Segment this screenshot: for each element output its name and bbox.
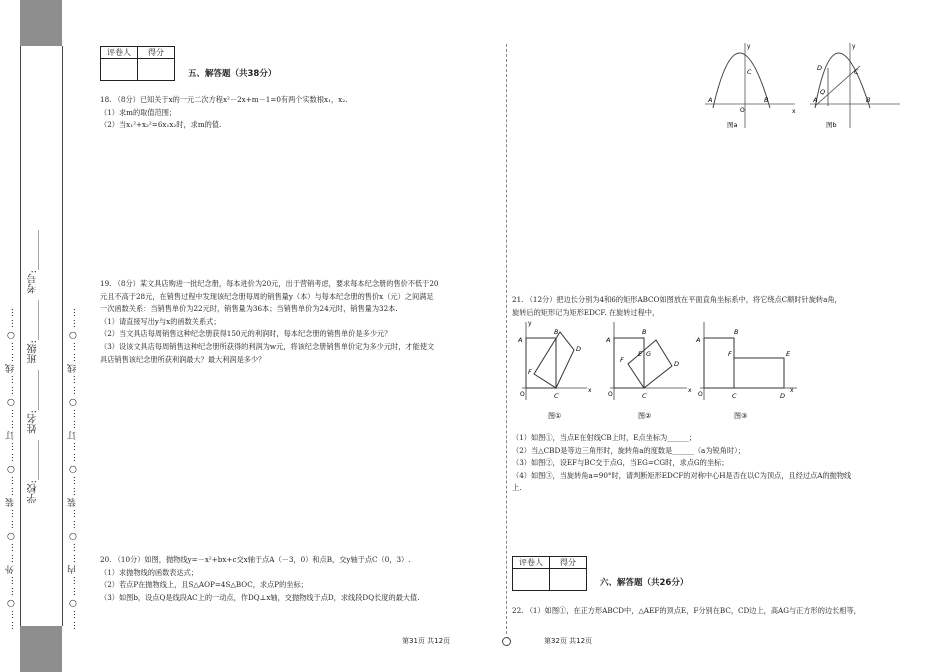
svg-text:B: B bbox=[734, 328, 739, 336]
svg-text:A: A bbox=[813, 96, 818, 104]
figure-1 bbox=[517, 320, 592, 400]
q21-part2: （2）当△CBD是等边三角形时，旋转角a的度数是______（a为锐角时）； bbox=[512, 445, 745, 455]
svg-text:A: A bbox=[708, 96, 713, 104]
svg-text:E: E bbox=[638, 350, 643, 358]
exam-number-field[interactable]: 考号:________ bbox=[28, 230, 39, 294]
binding-gray-bar-top bbox=[20, 0, 62, 46]
svg-text:B: B bbox=[866, 96, 871, 104]
figure-b bbox=[810, 43, 900, 128]
section-5-title: 五、解答题（共38分） bbox=[188, 69, 277, 79]
q18-part1: （1）求m的取值范围； bbox=[100, 107, 177, 117]
question-18 bbox=[100, 94, 500, 132]
svg-text:O: O bbox=[740, 107, 745, 114]
svg-text:A: A bbox=[696, 336, 701, 344]
section-6-title: 六、解答题（共26分） bbox=[600, 578, 689, 588]
q19-part3a: （3）设该文具店每周销售这种纪念册所获得的利润为w元，将该纪念册销售单价定为多少元时，才能使文 bbox=[100, 341, 435, 351]
q21-stem-2: 旋转后的矩形记为矩形EDCF. 在旋转过程中， bbox=[512, 307, 660, 317]
q21-stem-1: 21. （12分）把边长分别为4和6的矩形ABCO如图放在平面直角坐标系中，将它绕点C顺时针旋转a角， bbox=[512, 295, 842, 304]
q20-part3: （3）如图b，设点Q是线段AC上的一动点，作DQ⊥x轴，交抛物线于点D，求线段DQ长度的最大值. bbox=[100, 592, 420, 602]
svg-text:A: A bbox=[518, 336, 523, 344]
svg-text:x: x bbox=[688, 387, 692, 394]
grader-cell-right[interactable] bbox=[513, 569, 550, 591]
binding-strip bbox=[0, 0, 84, 672]
svg-text:F: F bbox=[728, 350, 732, 358]
svg-text:Q: Q bbox=[820, 88, 826, 96]
svg-text:E: E bbox=[786, 350, 791, 358]
footer-left-page: 第31页 共12页 bbox=[402, 637, 451, 645]
school-field[interactable]: 学校:________ bbox=[28, 440, 39, 504]
svg-text:y: y bbox=[747, 43, 751, 50]
svg-text:C: C bbox=[854, 68, 859, 76]
score-table-left bbox=[100, 46, 175, 81]
score-table-right bbox=[512, 556, 587, 591]
question-22 bbox=[512, 605, 932, 618]
svg-text:A: A bbox=[606, 336, 611, 344]
q21-part4a: （4）如图③，当旋转角a=90°时，请判断矩形EDCF的对称中心H是否在以C为顶点，且经过点A的抛物线 bbox=[512, 470, 852, 480]
fig-3-label: 图③ bbox=[734, 412, 748, 420]
figure-3 bbox=[695, 322, 797, 400]
q22-stem: 22. （1）如图①，在正方形ABCD中，△AEF的顶点E，F分别在BC，CD边上，高AG与正方形的边长相等， bbox=[512, 606, 861, 615]
svg-text:C: C bbox=[554, 392, 559, 400]
svg-text:B: B bbox=[764, 96, 769, 104]
class-field[interactable]: 班级:________ bbox=[28, 300, 39, 364]
svg-text:y: y bbox=[852, 43, 856, 50]
binding-gray-bar-bottom bbox=[20, 626, 62, 672]
score-cell[interactable] bbox=[138, 59, 175, 81]
score-col-score: 得分 bbox=[138, 47, 175, 59]
svg-text:G: G bbox=[646, 350, 652, 358]
parabola-figures bbox=[700, 38, 910, 138]
q18-part2: （2）当x₁²+x₂²=6x₁x₂时，求m的值. bbox=[100, 120, 222, 130]
svg-text:C: C bbox=[642, 392, 647, 400]
svg-text:C: C bbox=[747, 68, 752, 76]
svg-text:y: y bbox=[528, 320, 532, 327]
grader-cell[interactable] bbox=[101, 59, 138, 81]
binding-rule-left bbox=[20, 46, 21, 626]
q19-part1: （1）请直接写出y与x的函数关系式； bbox=[100, 316, 221, 326]
fig-b-label: 图b bbox=[826, 121, 837, 129]
svg-text:D: D bbox=[817, 64, 823, 72]
binding-inner-dashes: ……○……内……○……装……○……订……○……线……○…… bbox=[68, 306, 78, 630]
q19-part2: （2）当文具店每周销售这种纪念册获得150元的利润时，每本纪念册的销售单价是多少元？ bbox=[100, 329, 392, 339]
q21-part4b: 上. bbox=[512, 483, 522, 493]
q20-part2: （2）若点P在抛物线上，且S△AOP=4S△BOC，求点P的坐标； bbox=[100, 580, 308, 590]
q21-part1: （1）如图①，当点E在射线CB上时，E点坐标为______； bbox=[512, 433, 696, 442]
svg-text:D: D bbox=[576, 345, 582, 353]
svg-text:D: D bbox=[674, 360, 680, 368]
question-19 bbox=[100, 278, 500, 366]
center-circle-mark bbox=[502, 637, 511, 646]
q19-stem-1: 19. （8分）某文具店购进一批纪念册，每本进价为20元，出于营销考虑，要求每本纪念册的售价不低于20 bbox=[100, 279, 439, 288]
svg-text:B: B bbox=[554, 328, 559, 336]
binding-outer-dashes: ……○……外……○……装……○……订……○……线……○…… bbox=[6, 306, 16, 630]
q19-stem-3: 一次函数关系：当销售单价为22元时，销售量为36本；当销售单价为24元时，销售量为32本. bbox=[100, 304, 398, 314]
q19-part3b: 具店销售该纪念册所获利润最大？最大利润是多少？ bbox=[100, 354, 266, 364]
q21-part3: （3）如图②，设EF与BC交于点G，当EG=CG时，求点G的坐标； bbox=[512, 458, 729, 468]
score-col-grader-right: 评卷人 bbox=[513, 557, 550, 569]
fig-a-label: 图a bbox=[727, 121, 738, 129]
svg-text:C: C bbox=[732, 392, 737, 400]
figure-a bbox=[705, 43, 796, 128]
name-field[interactable]: 姓名:________ bbox=[28, 370, 39, 434]
binding-rule-right bbox=[62, 46, 63, 626]
rotation-figures bbox=[512, 318, 802, 424]
svg-text:O: O bbox=[520, 391, 525, 398]
question-20 bbox=[100, 554, 500, 604]
svg-text:D: D bbox=[780, 392, 786, 400]
svg-text:x: x bbox=[792, 108, 796, 115]
fig-2-label: 图② bbox=[638, 412, 652, 420]
question-21-stem bbox=[512, 294, 922, 319]
q18-stem: 18. （8分）已知关于x的一元二次方程x²－2x+m－1=0有两个实数根x₁，x₂. bbox=[100, 95, 348, 104]
svg-text:O: O bbox=[608, 391, 613, 398]
svg-text:O: O bbox=[698, 391, 703, 398]
question-21-parts bbox=[512, 432, 922, 495]
q20-stem: 20. （10分）如图，抛物线y=－x²+bx+c交x轴于点A（－3，0）和点B，交y轴于点C（0，3）. bbox=[100, 555, 411, 564]
footer-right-page: 第32页 共12页 bbox=[544, 637, 593, 645]
svg-text:B: B bbox=[642, 328, 647, 336]
svg-text:x: x bbox=[790, 387, 794, 394]
fig-1-label: 图① bbox=[548, 412, 562, 420]
svg-text:x: x bbox=[588, 387, 592, 394]
q19-stem-2: 元且不高于28元，在销售过程中发现该纪念册每周的销售量y（本）与每本纪念册的售价x（元）之间满足 bbox=[100, 291, 434, 301]
score-col-score-right: 得分 bbox=[550, 557, 587, 569]
figure-2 bbox=[605, 322, 692, 400]
q20-part1: （1）求抛物线的函数表达式； bbox=[100, 567, 199, 577]
score-cell-right[interactable] bbox=[550, 569, 587, 591]
page-divider bbox=[506, 44, 508, 634]
score-col-grader: 评卷人 bbox=[101, 47, 138, 59]
svg-text:F: F bbox=[620, 356, 624, 364]
svg-text:F: F bbox=[528, 368, 532, 376]
